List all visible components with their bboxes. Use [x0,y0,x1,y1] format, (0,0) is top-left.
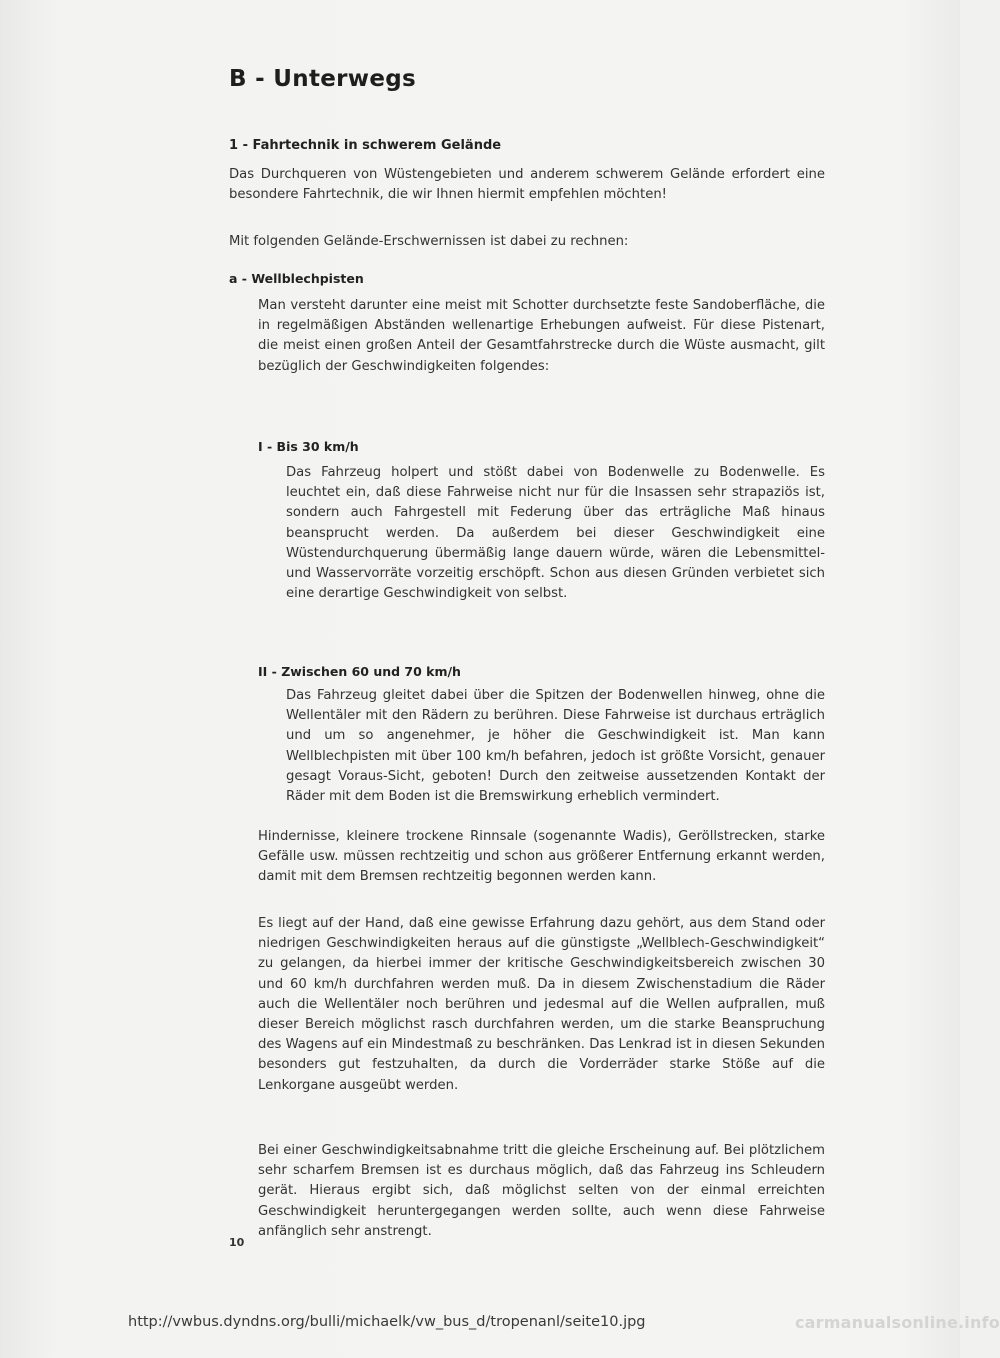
page-number: 10 [229,1236,245,1249]
braking-paragraph [258,1141,825,1242]
difficulties-text: Mit folgenden Gelände-Erschwernissen ist dabei zu rechnen: [229,234,629,249]
speed-II-paragraph [286,686,825,807]
subsection-a-title: a - Wellblechpisten [229,271,364,286]
experience-paragraph [258,914,825,1096]
speed-II-title: II - Zwischen 60 und 70 km/h [258,664,461,679]
subsection-a-heading [229,268,629,287]
speed-I-paragraph [286,463,825,604]
experience-text: Es liegt auf der Hand, daß eine gewisse Erfahrung dazu gehört, aus dem Stand oder niedrigen Geschwindigkeiten heraus auf die günstigste „Wellblech-Geschwindigkeit“ zu gelangen, da hierbei immer der kritische Geschwindigkeitsbereich zwischen 30 und 60 km/h durchfahren werden muß. Da in diesem Zwischenstadium die Räder auch die Wellentäler noch berühren und jedesmal auf die Wellen aufprallen, muß dieser Bereich möglichst rasch durchfahren werden, um die starke Beanspruchung des Wagens auf ein Mindestmaß zu beschränken. Das Lenkrad ist in diesen Sekunden besonders gut festzuhalten, da durch die Vorderräder starke Stöße auf die Lenkorgane ausgeübt werden. [258,916,825,1093]
chapter-heading: B - Unterwegs [229,66,416,92]
intro-paragraph [229,165,825,205]
source-url: http://vwbus.dyndns.org/bulli/michaelk/vw_bus_d/tropenanl/seite10.jpg [128,1314,646,1330]
intro-text: Das Durchqueren von Wüstengebieten und anderem schwerem Gelände erfordert eine besondere Fahrtechnik, die wir Ihnen hiermit empfehlen möchten! [229,167,825,203]
speed-I-text: Das Fahrzeug holpert und stößt dabei von Bodenwelle zu Bodenwelle. Es leuchtet ein, daß diese Fahrweise nicht nur für die Insassen sehr strapaziös ist, sondern auch Fahrgestell mit Federung über das erträgliche Maß hinaus beansprucht werden. Da außerdem bei dieser Geschwindigkeit eine Wüstendurchquerung übermäßig lange dauern würde, wären die Lebensmittel- und Wasservorräte vorzeitig erschöpft. Schon aus diesen Gründen verbietet sich eine derartige Geschwindigkeit von selbst. [286,465,825,602]
obstacles-text: Hindernisse, kleinere trockene Rinnsale (sogenannte Wadis), Geröllstrecken, starke Gefälle usw. müssen rechtzeitig und schon aus größerer Entfernung erkannt werden, damit mit dem Bremsen rechtzeitig begonnen werden kann. [258,829,825,885]
braking-text: Bei einer Geschwindigkeitsabnahme tritt die gleiche Erscheinung auf. Bei plötzlichem sehr scharfem Bremsen ist es durchaus möglich, daß das Fahrzeug ins Schleudern gerät. Hieraus ergibt sich, daß möglichst selten von der einmal erreichten Geschwindigkeit heruntergegangen werden sollte, auch wenn diese Fahrweise anfänglich sehr anstrengt. [258,1143,825,1239]
difficulties-line [229,232,825,252]
obstacles-paragraph [258,827,825,888]
speed-II-heading [258,661,658,680]
watermark: carmanualsonline.info [795,1313,1000,1332]
subsection-a-text: Man versteht darunter eine meist mit Schotter durchsetzte feste Sandoberfläche, die in regelmäßigen Abständen wellenartige Erhebungen aufweist. Für diese Pistenart, die meist einen großen Anteil der Gesamtfahrstrecke durch die Wüste ausmacht, gilt bezüglich der Geschwindigkeiten folgendes: [258,298,825,374]
section-title: 1 - Fahrtechnik in schwerem Gelände [229,138,502,153]
subsection-a-paragraph [258,296,825,377]
speed-II-text: Das Fahrzeug gleitet dabei über die Spitzen der Bodenwellen hinweg, ohne die Wellentäler mit den Rädern zu berühren. Diese Fahrweise ist durchaus erträglich und um so angenehmer, je höher die Geschwindigkeit ist. Man kann Wellblechpisten mit über 100 km/h befahren, jedoch ist größte Vorsicht, genauer gesagt Voraus-Sicht, geboten! Durch den zeitweise aussetzenden Kontakt der Räder mit dem Boden ist die Bremswirkung erheblich vermindert. [286,688,825,805]
speed-I-heading [258,436,658,455]
speed-I-title: I - Bis 30 km/h [258,439,359,454]
